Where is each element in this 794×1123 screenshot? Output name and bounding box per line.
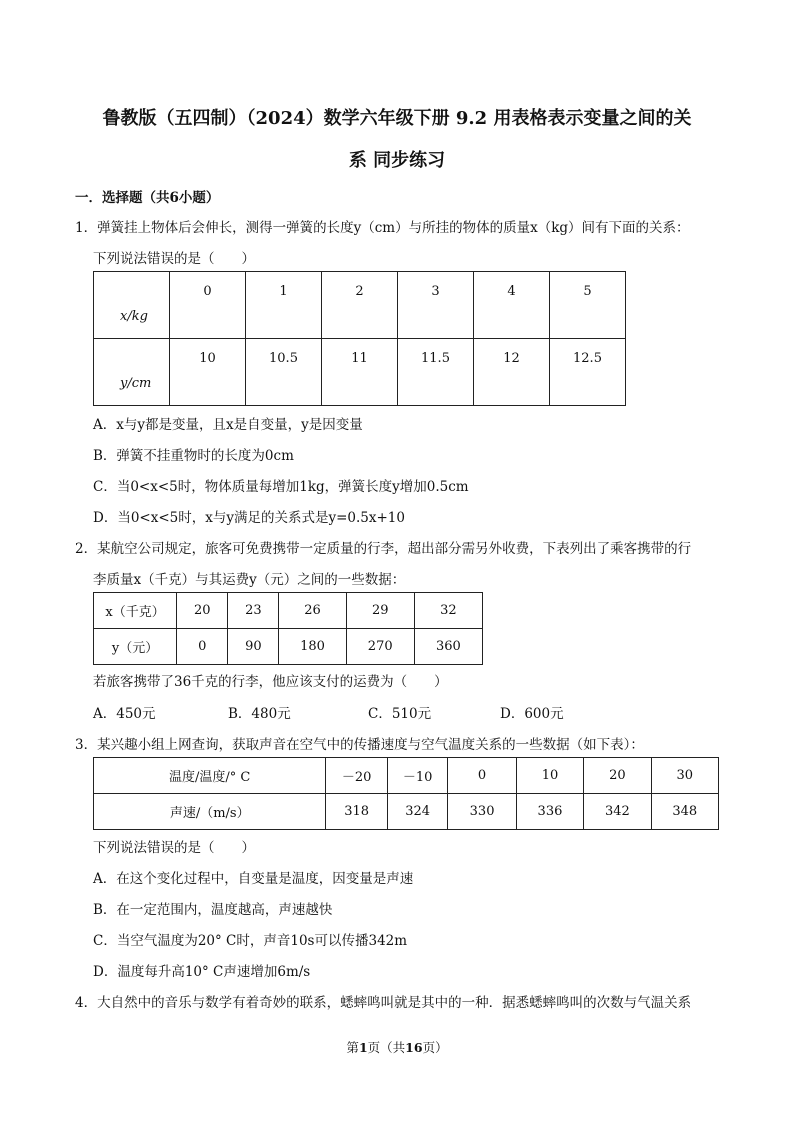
q1-option-a: A．x与y都是变量，且x是自变量，y是因变量 <box>93 417 363 433</box>
q3-row2-header: 声速/（m/s） <box>94 794 326 830</box>
q2-table <box>93 592 483 665</box>
q2-option-a: A．450元 <box>93 706 156 722</box>
q3-option-b: B．在一定范围内，温度越高，声速越快 <box>93 902 333 918</box>
q1-option-d: D．当0<x<5时，x与y满足的关系式是y=0.5x+10 <box>93 510 405 526</box>
q3-option-d: D．温度每升高10° C声速增加6m/s <box>93 964 311 980</box>
q1-row2-header: y/cm <box>120 376 152 391</box>
q2-row1-header: x（千克） <box>94 593 177 629</box>
q2-option-b: B．480元 <box>228 706 291 722</box>
q3-table <box>93 757 719 830</box>
q1-stem: 1．弹簧挂上物体后会伸长，测得一弹簧的长度y（cm）与所挂的物体的质量x（kg）间有下面的关系： <box>75 220 690 236</box>
table-cell: 4 <box>507 284 516 299</box>
table-cell: 11 <box>351 351 368 366</box>
table-cell: 348 <box>651 794 718 830</box>
table-cell: 32 <box>414 593 482 629</box>
table-cell: 26 <box>279 593 346 629</box>
table-cell: 270 <box>346 629 414 665</box>
table-cell: 5 <box>583 284 592 299</box>
table-cell: 12.5 <box>573 351 602 366</box>
q2-stem-line1: 2．某航空公司规定，旅客可免费携带一定质量的行李，超出部分需另外收费，下表列出了乘客携带的行 <box>75 541 692 557</box>
page-footer <box>0 1038 794 1056</box>
q2-stem-line2: 李质量x（千克）与其运费y（元）之间的一些数据： <box>93 572 406 588</box>
table-row <box>94 794 719 830</box>
footer-suffix: 页） <box>422 1040 448 1055</box>
q3-prompt: 下列说法错误的是（ ） <box>93 840 255 856</box>
table-row <box>94 593 483 629</box>
q2-row2-header: y（元） <box>94 629 177 665</box>
footer-middle: 页（共 <box>367 1040 406 1055</box>
table-row <box>94 339 626 406</box>
table-cell: －20 <box>326 758 387 794</box>
q3-option-a: A．在这个变化过程中，自变量是温度，因变量是声速 <box>93 871 414 887</box>
table-cell: 1 <box>279 284 288 299</box>
table-row <box>94 758 719 794</box>
table-row <box>94 629 483 665</box>
section-heading: 一．选择题（共6小题） <box>75 190 220 206</box>
table-cell: 0 <box>448 758 516 794</box>
table-cell: 360 <box>414 629 482 665</box>
table-cell: 10 <box>516 758 583 794</box>
table-cell: 0 <box>177 629 228 665</box>
table-cell: 324 <box>387 794 448 830</box>
table-cell: 2 <box>355 284 364 299</box>
q4-stem: 4．大自然中的音乐与数学有着奇妙的联系，蟋蟀鸣叫就是其中的一种．据悉蟋蟀鸣叫的次数与气温关系 <box>75 995 692 1011</box>
table-cell: 0 <box>203 284 212 299</box>
q1-option-b: B．弹簧不挂重物时的长度为0cm <box>93 448 294 464</box>
table-row <box>94 272 626 339</box>
footer-prefix: 第 <box>346 1040 359 1055</box>
table-cell: 180 <box>279 629 346 665</box>
table-cell: 30 <box>651 758 718 794</box>
table-cell: 20 <box>584 758 651 794</box>
table-cell: －10 <box>387 758 448 794</box>
q1-table <box>93 271 626 406</box>
table-cell: 29 <box>346 593 414 629</box>
q3-row1-header: 温度/温度/° C <box>94 758 326 794</box>
table-cell: 12 <box>503 351 520 366</box>
q3-option-c: C．当空气温度为20° C时，声音10s可以传播342m <box>93 933 408 949</box>
table-cell: 10 <box>199 351 216 366</box>
table-cell: 23 <box>228 593 279 629</box>
q2-question: 若旅客携带了36千克的行李，他应该支付的运费为（ ） <box>93 674 448 690</box>
q1-prompt: 下列说法错误的是（ ） <box>93 251 255 267</box>
document-title-line1: 鲁教版（五四制）（2024）数学六年级下册 9.2 用表格表示变量之间的关 <box>102 108 692 129</box>
table-cell: 330 <box>448 794 516 830</box>
q3-stem: 3．某兴趣小组上网查询，获取声音在空气中的传播速度与空气温度关系的一些数据（如下表）： <box>75 737 644 753</box>
table-cell: 318 <box>326 794 387 830</box>
total-pages: 16 <box>405 1040 423 1055</box>
table-cell: 3 <box>431 284 440 299</box>
q1-row1-header: x/kg <box>120 309 148 324</box>
current-page-number: 1 <box>358 1040 368 1055</box>
document-title-line2: 系 同步练习 <box>348 150 446 171</box>
q2-option-c: C．510元 <box>368 706 432 722</box>
table-cell: 10.5 <box>269 351 298 366</box>
table-cell: 20 <box>177 593 228 629</box>
table-cell: 342 <box>584 794 651 830</box>
q2-option-d: D．600元 <box>500 706 564 722</box>
q1-option-c: C．当0<x<5时，物体质量每增加1kg，弹簧长度y增加0.5cm <box>93 479 469 495</box>
table-cell: 336 <box>516 794 583 830</box>
table-cell: 11.5 <box>421 351 450 366</box>
table-cell: 90 <box>228 629 279 665</box>
